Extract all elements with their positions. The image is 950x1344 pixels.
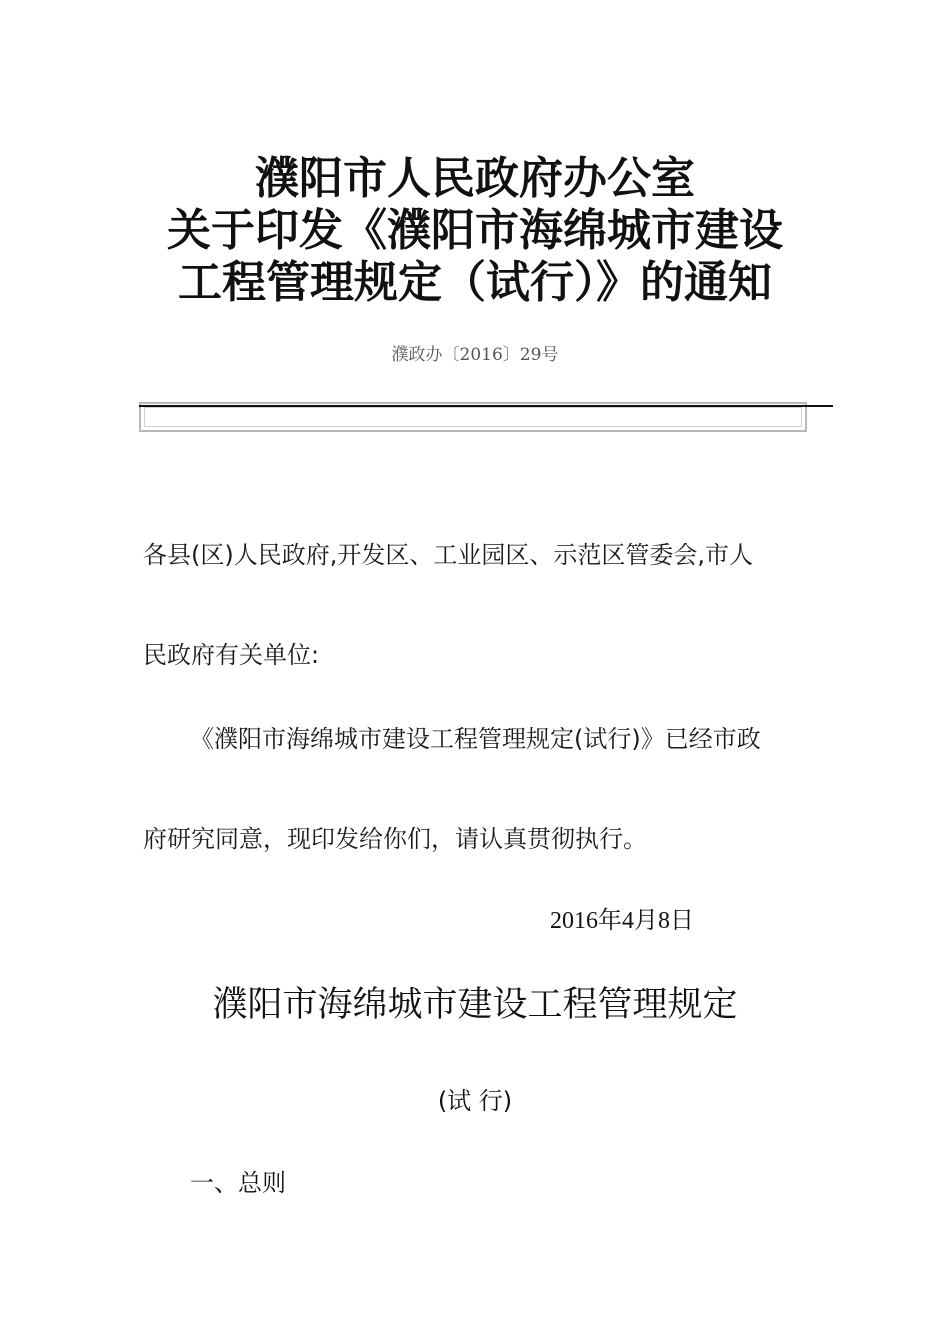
addressee-line-1: 各县(区)人民政府,开发区、工业园区、示范区管委会,市人 — [143, 541, 753, 569]
body-paragraph-line-2: 府研究同意，现印发给你们，请认真贯彻执行。 — [143, 825, 647, 853]
notice-title-line-1: 濮阳市人民政府办公室 — [255, 153, 695, 204]
addressee-line-2: 民政府有关单位: — [143, 641, 320, 669]
issue-date: 2016年4月8日 — [550, 908, 694, 934]
header-divider-line — [139, 405, 833, 407]
body-paragraph-line-1: 《濮阳市海绵城市建设工程管理规定(试行)》已经市政 — [190, 725, 761, 753]
regulation-subtitle: (试 行) — [437, 1087, 513, 1115]
notice-title-line-3: 工程管理规定（试行）》的通知 — [178, 257, 772, 308]
document-number: 濮政办〔2016〕29号 — [391, 345, 559, 365]
notice-title-line-2: 关于印发《濮阳市海绵城市建设 — [167, 205, 783, 256]
section-heading-general: 一、总则 — [190, 1169, 286, 1197]
header-divider-inner — [144, 407, 802, 427]
regulation-title: 濮阳市海绵城市建设工程管理规定 — [212, 985, 738, 1025]
